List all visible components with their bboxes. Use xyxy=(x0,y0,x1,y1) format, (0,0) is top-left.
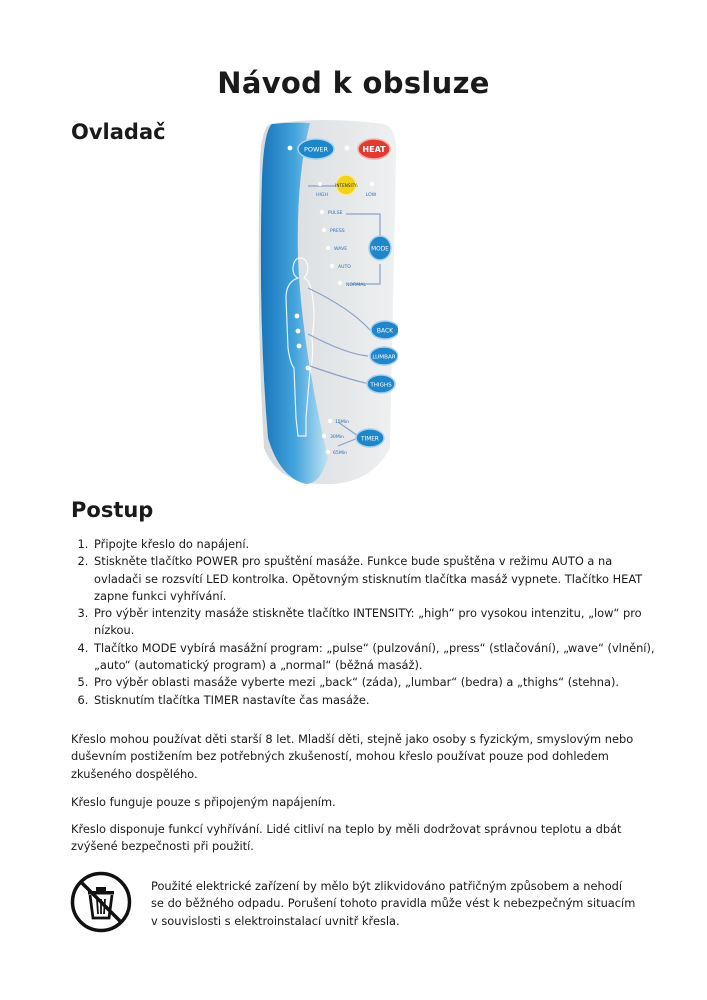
intensity-button-label: INTENSITY xyxy=(335,183,357,188)
step-item: 3. Pro výběr intenzity masáže stiskněte tlačítko INTENSITY: „high“ pro vysokou intenzitu, „low“ pro nízkou. xyxy=(92,605,662,640)
section-heading-controller: Ovladač xyxy=(71,120,166,144)
disposal-notice: Použité elektrické zařízení by mělo být zlikvidováno patřičným způsobem a nehodí se do běžného odpadu. Porušení tohoto pravidla může vést k nebezpečným situacím v souvislosti s elektroinstalací uvnitř křesla. xyxy=(151,879,636,928)
timer-button-label: TIMER xyxy=(361,436,379,443)
step-item: 5. Pro výběr oblasti masáže vyberte mezi „back“ (záda), „lumbar“ (bedra) a „thighs“ (stehna). xyxy=(92,674,662,691)
heating-notice-paragraph: Křeslo disponuje funkcí vyhřívání. Lidé citliví na teplo by měli dodržovat správnou teplotu a dbát zvýšené bezpečnosti při použití. xyxy=(71,822,622,854)
power-notice-paragraph: Křeslo funguje pouze s připojeným napájením. xyxy=(71,795,336,809)
age-notice-paragraph: Křeslo mohou používat děti starší 8 let. Mladší děti, stejně jako osoby s fyzickým, smyslovým nebo duševním postižením bez potřebných zkušeností, mohou křeslo používat pouze pod dohledem zkušeného dospělého. xyxy=(71,732,634,781)
thighs-button-label: THIGHS xyxy=(370,382,392,389)
lumbar-button-label: LUMBAR xyxy=(372,354,396,361)
intensity-high-label: HIGH xyxy=(316,193,328,198)
remote-control-illustration xyxy=(250,118,398,488)
timer-label-30: 30Min xyxy=(330,435,344,440)
timer-label-15: 15Min xyxy=(335,420,349,425)
back-button-label: BACK xyxy=(376,327,394,335)
mode-label-normal: NORMAL xyxy=(346,283,366,288)
step-item: 4. Tlačítko MODE vybírá masážní program: „pulse“ (pulzování), „press“ (stlačování), „wave“ (vlnění), „auto“ (automatický program) a „normal“ (běžná masáž). xyxy=(92,640,662,675)
mode-label-wave: WAVE xyxy=(334,247,348,252)
mode-label-press: PRESS xyxy=(330,229,345,234)
intensity-low-label: LOW xyxy=(365,193,377,198)
mode-button-label: MODE xyxy=(371,246,389,253)
crossed-bin-icon xyxy=(70,871,132,933)
power-button-label: POWER xyxy=(303,145,329,154)
mode-label-auto: AUTO xyxy=(338,265,351,270)
timer-label-65: 65Min xyxy=(333,451,347,456)
step-item: 1. Připojte křeslo do napájení. xyxy=(92,536,662,553)
section-heading-procedure: Postup xyxy=(71,498,154,522)
step-item: 2. Stiskněte tlačítko POWER pro spuštění masáže. Funkce bude spuštěna v režimu AUTO a na ovladači se rozsvítí LED kontrolka. Opětovným stisknutím tlačítka masáž vypnete. Tlačítko HEAT zapne funkci vyhřívání. xyxy=(92,553,662,605)
steps-list xyxy=(71,536,662,709)
page-title: Návod k obsluze xyxy=(217,66,490,100)
heat-button-label: HEAT xyxy=(362,145,386,154)
step-item: 6. Stisknutím tlačítka TIMER nastavíte čas masáže. xyxy=(92,692,662,709)
mode-label-pulse: PULSE xyxy=(328,211,343,216)
